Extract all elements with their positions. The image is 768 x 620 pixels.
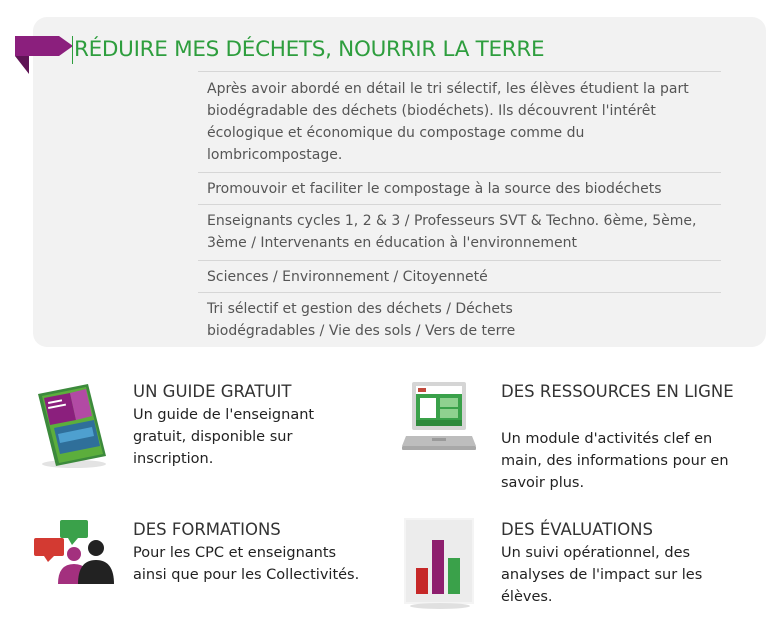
feature-title-guide: UN GUIDE GRATUIT (133, 382, 292, 401)
feature-desc-formations: Pour les CPC et enseignants ainsi que pour les Collectivités. (133, 545, 360, 583)
feature-desc-evaluations: Un suivi opérationnel, des analyses de l'impact sur les élèves. (501, 545, 703, 605)
feature-title-evaluations: DES ÉVALUATIONS (501, 520, 653, 539)
feature-desc-ressources: Un module d'activités clef en main, des informations pour en savoir plus. (501, 431, 729, 491)
detail-value-themes: Tri sélectif et gestion des déchets / Déchets biodégradables / Vie des sols / Vers de terre (207, 301, 516, 339)
feature-title-formations: DES FORMATIONS (133, 520, 281, 539)
detail-value-domaines: Sciences / Environnement / Citoyenneté (207, 269, 488, 285)
laptop-icon (402, 380, 478, 460)
row-divider (198, 260, 721, 261)
guide-book-icon (34, 380, 110, 472)
row-divider (198, 204, 721, 205)
detail-value-cibles: Enseignants cycles 1, 2 & 3 / Professeurs SVT & Techno. 6ème, 5ème, 3ème / Intervenants en éducation à l'environnement (207, 213, 697, 251)
detail-value-objectif: Promouvoir et faciliter le compostage à la source des biodéchets (207, 181, 662, 197)
detail-value-resume: Après avoir abordé en détail le tri sélectif, les élèves étudient la part biodégradable des déchets (biodéchets). Ils découvrent l'intérêt écologique et économique du compostage comme du lombricompostage. (207, 81, 689, 163)
row-divider (198, 172, 721, 173)
title-cursor (72, 36, 73, 64)
row-divider (198, 71, 721, 72)
speech-people-icon (34, 518, 114, 588)
row-divider (198, 292, 721, 293)
feature-title-ressources: DES RESSOURCES EN LIGNE (501, 382, 734, 401)
ribbon-bookmark-icon (15, 36, 75, 76)
page-title: RÉDUIRE MES DÉCHETS, NOURRIR LA TERRE (74, 37, 545, 62)
bar-chart-icon (404, 518, 478, 610)
feature-desc-guide: Un guide de l'enseignant gratuit, disponible sur inscription. (133, 407, 315, 467)
